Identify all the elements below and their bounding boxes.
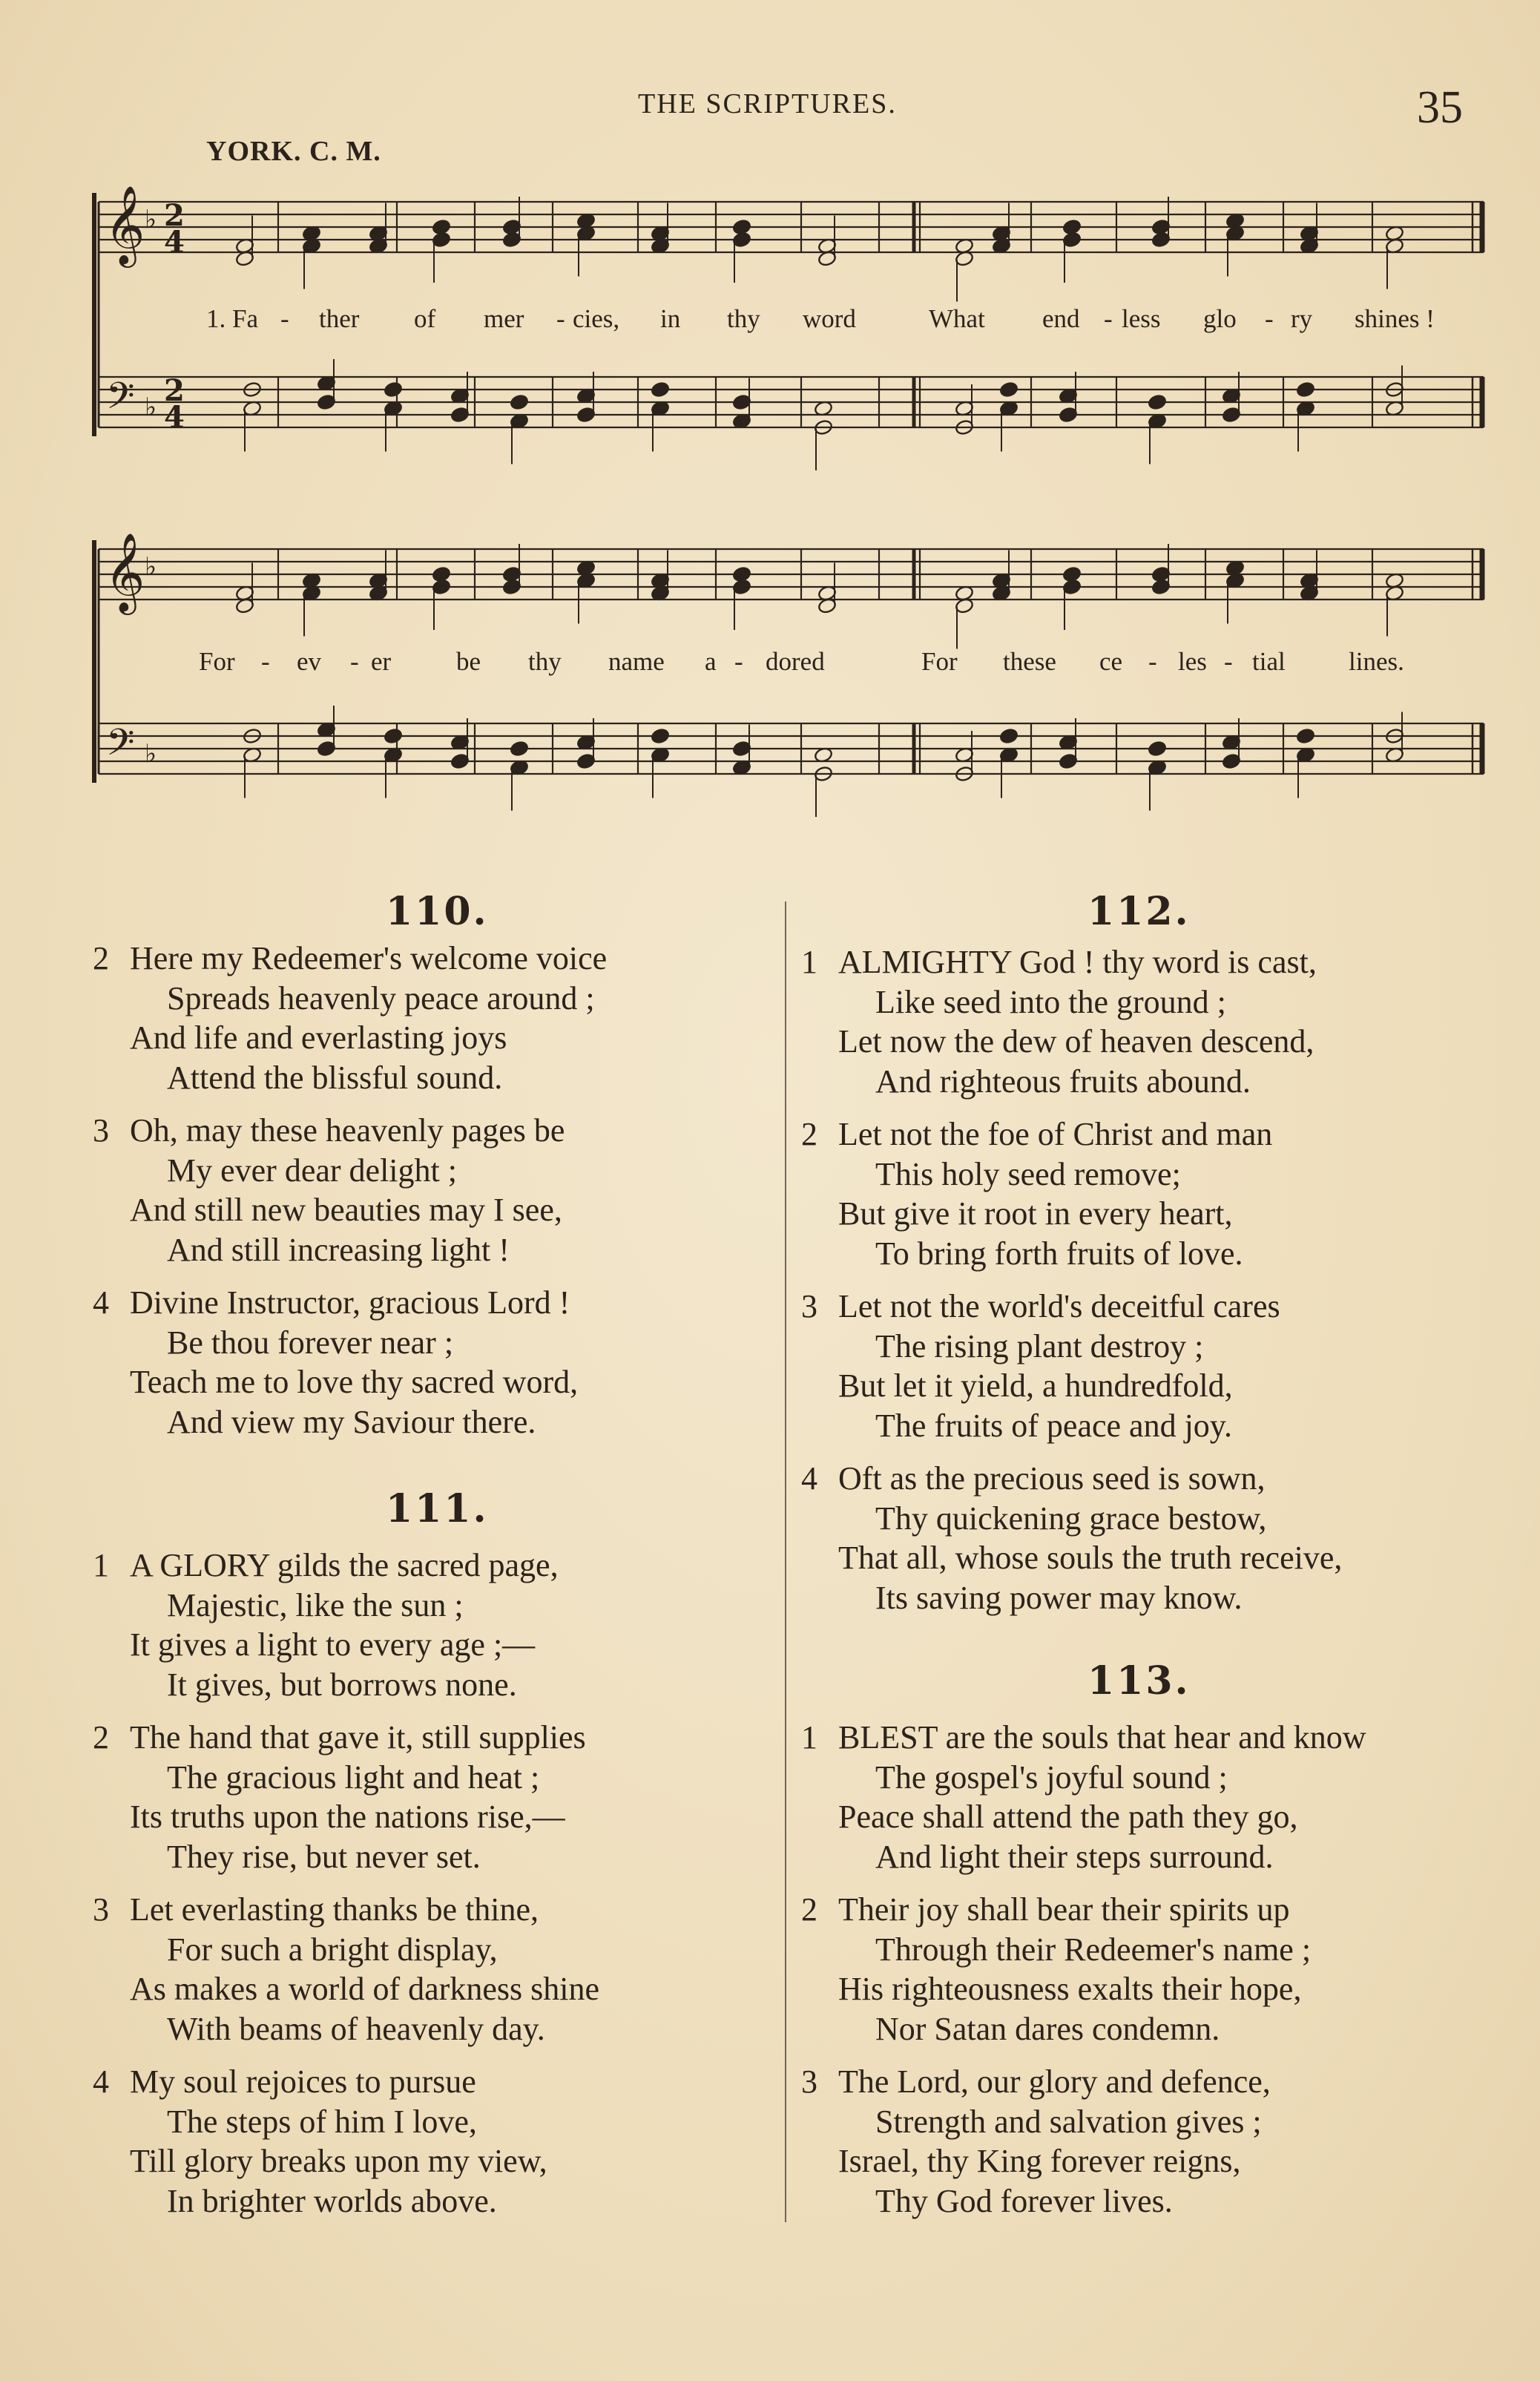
- treble-clef: 𝄞: [105, 185, 145, 264]
- verse-line: Spreads heavenly peace around ;: [167, 979, 595, 1017]
- bass-note: [999, 381, 1019, 398]
- lyric-syllable: -: [734, 647, 743, 676]
- lyric-syllable: What: [929, 304, 985, 333]
- bass-note: [510, 394, 529, 411]
- verse-110-3: [93, 1111, 565, 1270]
- lyric-syllable: a: [705, 647, 717, 676]
- verse-line: Thy quickening grace bestow,: [875, 1500, 1267, 1537]
- bass-note: [999, 728, 1019, 745]
- bass-clef: 𝄢: [106, 721, 135, 773]
- lyric-syllable: ce: [1099, 647, 1123, 676]
- verse-number: 3: [93, 1891, 109, 1928]
- lyric-syllable: er: [371, 647, 392, 676]
- lyric-syllable: name: [608, 647, 665, 676]
- verse-line: The steps of him I love,: [167, 2103, 477, 2140]
- lyric-syllable: For: [921, 647, 958, 676]
- verse-line: Till glory breaks upon my view,: [130, 2143, 547, 2179]
- verse-number: 1: [93, 1547, 109, 1583]
- lyric-syllable: -: [261, 647, 270, 676]
- flat-sign: ♭: [145, 739, 157, 769]
- time-signature: 2: [164, 373, 185, 408]
- verse-number: 3: [801, 2063, 817, 2100]
- verse-line: It gives a light to every age ;—: [130, 1626, 536, 1663]
- verse-line: Let everlasting thanks be thine,: [130, 1891, 539, 1928]
- verse-line: Nor Satan dares condemn.: [875, 2010, 1220, 2047]
- verse-line: The gospel's joyful sound ;: [875, 1758, 1228, 1796]
- lyric-syllable: -: [350, 647, 359, 676]
- lyric-syllable: 1. Fa: [206, 304, 258, 333]
- verse-line: Attend the blissful sound.: [167, 1059, 503, 1096]
- verse-line: The Lord, our glory and defence,: [838, 2063, 1271, 2100]
- lyric-syllable: less: [1122, 304, 1161, 333]
- lyric-syllable: For: [199, 647, 235, 676]
- verse-number: 1: [801, 944, 817, 980]
- verse-line: Through their Redeemer's name ;: [875, 1931, 1312, 1968]
- verse-number: 4: [93, 1284, 109, 1321]
- verse-line: That all, whose souls the truth receive,: [838, 1540, 1343, 1576]
- lyric-syllable: les: [1178, 647, 1207, 676]
- verse-number: 1: [801, 1719, 817, 1756]
- lyric-syllable: -: [1265, 304, 1274, 333]
- lyric-syllable: -: [1224, 647, 1233, 676]
- verse-line: And still increasing light !: [167, 1231, 510, 1268]
- verse-line: A GLORY gilds the sacred page,: [130, 1547, 559, 1583]
- music-score: [0, 0, 1540, 876]
- verse-line: And view my Saviour there.: [167, 1403, 536, 1440]
- verse-line: Let not the world's deceitful cares: [838, 1288, 1280, 1324]
- verse-line: Let not the foe of Christ and man: [838, 1116, 1273, 1152]
- lyric-syllable: -: [1148, 647, 1157, 676]
- verse-line: And light their steps surround.: [875, 1838, 1274, 1875]
- verse-line: Peace shall attend the path they go,: [838, 1799, 1298, 1835]
- verse-line: My ever dear delight ;: [167, 1152, 457, 1189]
- verse-line: This holy seed remove;: [875, 1155, 1181, 1192]
- page-number: 35: [1417, 82, 1463, 133]
- lyric-syllable: ther: [319, 304, 360, 333]
- verse-line: But give it root in every heart,: [838, 1195, 1233, 1232]
- verse-number: 3: [801, 1288, 817, 1324]
- verse-111-1: [93, 1546, 559, 1704]
- verse-line: Thy God forever lives.: [875, 2182, 1173, 2219]
- lyric-syllable: -: [1104, 304, 1113, 333]
- verse-line: BLEST are the souls that hear and know: [838, 1719, 1366, 1756]
- bass-note: [1296, 381, 1315, 398]
- verse-110-4: [93, 1283, 579, 1442]
- hymn-number-113: 113.: [1087, 1658, 1191, 1704]
- hymn-number-110: 110.: [386, 889, 489, 934]
- column-divider: [785, 902, 786, 2222]
- verse-line: It gives, but borrows none.: [167, 1666, 517, 1703]
- lyric-syllable: shines !: [1355, 304, 1435, 333]
- time-signature: 2: [164, 198, 185, 233]
- verse-line: Majestic, like the sun ;: [167, 1586, 464, 1623]
- verse-number: 3: [93, 1112, 109, 1149]
- verse-line: Let now the dew of heaven descend,: [838, 1023, 1314, 1060]
- verse-line: As makes a world of darkness shine: [130, 1971, 599, 2007]
- flat-sign: ♭: [145, 393, 157, 422]
- verse-number: 2: [93, 940, 109, 976]
- verse-line: ALMIGHTY God ! thy word is cast,: [838, 944, 1317, 980]
- bass-clef: 𝄢: [106, 375, 135, 427]
- lyric-syllable: -: [556, 304, 565, 333]
- verse-line: Like seed into the ground ;: [875, 983, 1226, 1020]
- verse-111-4: [93, 2062, 547, 2221]
- verse-line: To bring forth fruits of love.: [875, 1235, 1243, 1272]
- flat-sign: ♭: [145, 552, 157, 582]
- verse-line: And righteous fruits abound.: [875, 1063, 1251, 1100]
- lyric-syllable: dored: [766, 647, 825, 676]
- lyric-syllable: be: [456, 647, 481, 676]
- verse-line: Its saving power may know.: [875, 1579, 1243, 1616]
- verse-111-2: [93, 1718, 586, 1876]
- lyric-syllable: ry: [1291, 304, 1313, 333]
- verse-line: The rising plant destroy ;: [875, 1327, 1204, 1364]
- lyric-syllable: end: [1042, 304, 1080, 333]
- tune-name: YORK. C. M.: [206, 136, 381, 167]
- verse-number: 2: [801, 1116, 817, 1152]
- lyric-syllable: in: [660, 304, 681, 333]
- music-system-1: [94, 185, 1484, 470]
- verse-number: 4: [801, 1460, 817, 1497]
- bass-note: [651, 381, 670, 398]
- verse-113-3: [801, 2062, 1271, 2221]
- verse-110-2: [93, 939, 608, 1097]
- verse-line: Israel, thy King forever reigns,: [838, 2143, 1241, 2179]
- bass-note: [384, 381, 403, 398]
- verse-line: And life and everlasting joys: [130, 1019, 507, 1056]
- verse-line: They rise, but never set.: [167, 1838, 481, 1875]
- lyric-syllable: ev: [297, 647, 322, 676]
- time-signature: 4: [164, 400, 185, 435]
- lyric-syllable: lines.: [1349, 647, 1404, 676]
- verse-line: Teach me to love thy sacred word,: [130, 1364, 579, 1400]
- verse-line: But let it yield, a hundredfold,: [838, 1367, 1233, 1404]
- verse-line: For such a bright display,: [167, 1931, 498, 1968]
- lyric-syllable: tial: [1252, 647, 1286, 676]
- verse-112-2: [801, 1114, 1273, 1273]
- treble-clef: 𝄞: [105, 532, 145, 611]
- bass-note: [1296, 728, 1315, 745]
- lyric-syllable: thy: [528, 647, 562, 676]
- verse-line: The hand that gave it, still supplies: [130, 1719, 586, 1756]
- lyric-syllable: word: [803, 304, 856, 333]
- verse-line: Its truths upon the nations rise,—: [130, 1799, 565, 1835]
- verse-number: 4: [93, 2063, 109, 2100]
- lyric-syllable: mer: [484, 304, 524, 333]
- bass-note: [651, 728, 670, 745]
- verse-113-1: [801, 1718, 1366, 1876]
- verse-112-1: [801, 942, 1317, 1101]
- flat-sign: ♭: [145, 205, 157, 234]
- lyric-syllable: -: [280, 304, 289, 333]
- verse-line: In brighter worlds above.: [167, 2182, 497, 2219]
- verse-line: Here my Redeemer's welcome voice: [130, 940, 608, 976]
- lyric-syllable: thy: [727, 304, 760, 333]
- running-head: THE SCRIPTURES.: [638, 88, 897, 119]
- lyric-syllable: of: [414, 304, 436, 333]
- bass-note: [384, 728, 403, 745]
- verse-112-3: [801, 1287, 1280, 1445]
- verse-111-3: [93, 1890, 599, 2049]
- lyric-syllable: glo: [1203, 304, 1237, 333]
- lyric-syllable: these: [1003, 647, 1056, 676]
- time-signature: 4: [164, 225, 185, 260]
- verse-line: Their joy shall bear their spirits up: [838, 1891, 1290, 1928]
- verse-number: 2: [93, 1719, 109, 1756]
- bass-note: [510, 740, 529, 758]
- verse-112-4: [801, 1459, 1343, 1618]
- verse-line: His righteousness exalts their hope,: [838, 1971, 1302, 2007]
- hymn-number-112: 112.: [1087, 889, 1191, 934]
- lyric-syllable: cies,: [573, 304, 620, 333]
- verse-line: My soul rejoices to pursue: [130, 2063, 476, 2100]
- bass-note: [1148, 394, 1167, 411]
- verse-number: 2: [801, 1891, 817, 1928]
- bass-note: [1148, 740, 1167, 758]
- verse-line: Oh, may these heavenly pages be: [130, 1112, 565, 1149]
- verse-line: Divine Instructor, gracious Lord !: [130, 1284, 570, 1321]
- verse-line: The gracious light and heat ;: [167, 1758, 540, 1796]
- verse-line: With beams of heavenly day.: [167, 2010, 545, 2047]
- hymn-number-111: 111.: [386, 1486, 489, 1531]
- verse-line: Be thou forever near ;: [167, 1324, 454, 1361]
- verse-line: Oft as the precious seed is sown,: [838, 1460, 1266, 1497]
- verse-line: The fruits of peace and joy.: [875, 1407, 1232, 1444]
- verse-line: And still new beauties may I see,: [130, 1192, 562, 1228]
- verse-line: Strength and salvation gives ;: [875, 2103, 1262, 2140]
- verse-113-2: [801, 1890, 1312, 2049]
